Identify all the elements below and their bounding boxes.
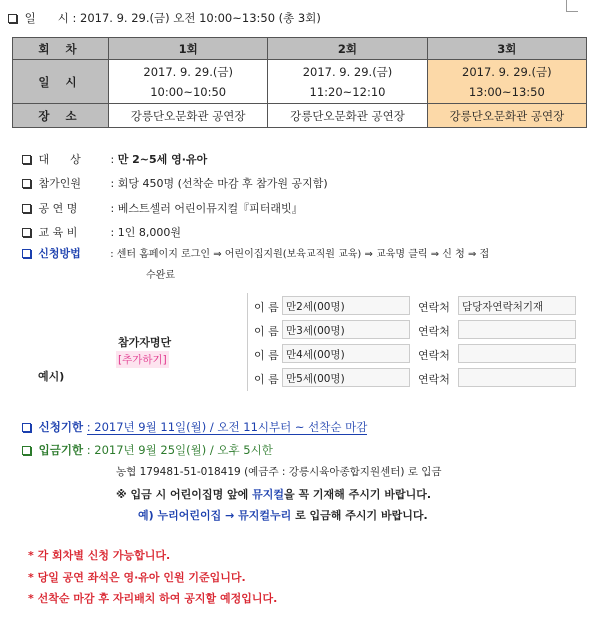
payment-note [116,486,431,502]
session-2-time: 11:20~12:10 [309,84,386,99]
name-field-3[interactable]: 만4세(00명) [282,344,410,363]
method-label: 신청방법 [38,247,81,260]
example-label: 예시) [38,370,65,383]
session-1-datetime [109,60,268,104]
participants-label: 참가인원 [38,177,82,190]
contact-label: 연락처 [418,301,450,314]
session-1-place: 강릉단오문화관 공연장 [109,104,268,128]
name-label: 이 름 [254,373,279,386]
checkbox-bullet-icon [22,249,31,258]
schedule-table [12,37,587,128]
contact-label: 연락처 [418,373,450,386]
participants-value: 회당 450명 (선착순 마감 후 참가원 공지함) [117,177,328,190]
target-label: 대 상 [38,153,81,166]
payment-note-prefix: ※ 입금 시 어린이집명 앞에 [116,488,253,501]
deadline-value: : 2017년 9월 11일(월) / 오전 11시부터 ~ 선착순 마감 [86,420,368,434]
table-row [13,38,587,60]
name-label: 이 름 [254,325,279,338]
checkbox-bullet-icon [22,179,31,188]
contact-field-4[interactable] [458,368,576,387]
show-row: 공 연 명 : 베스트셀러 어린이뮤지컬『피터래빗』 [22,200,303,216]
event-datetime-value: : 2017. 9. 29.(금) 오전 10:00~13:50 (총 3회) [72,11,321,25]
contact-field-3[interactable] [458,344,576,363]
payment-example [138,507,428,523]
name-field-1[interactable]: 만2세(00명) [282,296,410,315]
session-3-datetime [427,60,586,104]
checkbox-bullet-icon [22,155,31,164]
contact-label: 연락처 [418,325,450,338]
session-1-date: 2017. 9. 29.(금) [143,64,233,79]
session-3-name: 3회 [427,38,586,60]
target-row: 대 상 : 만 2~5세 영·유아 [22,151,207,167]
session-header: 회 차 [13,38,109,60]
checkbox-bullet-icon [22,228,31,237]
method-line-1: : 센터 홈페이지 로그인 ⇒ 어린이집지원(보육교직원 교육) ⇒ 교육명 클릭 ⇒ 신 청 ⇒ 접 [110,249,490,260]
fee-value: 1인 8,000원 [117,226,181,239]
table-row [13,60,587,104]
payment-account: 농협 179481-51-018419 (예금주 : 강릉시육아종합지원센터) 로 입금 [116,466,442,478]
payment-label: 입금기한 [38,443,84,457]
payment-example-blue: 예) 누리어린이집 → 뮤지컬누리 [138,509,292,522]
session-3-date: 2017. 9. 29.(금) [462,64,552,79]
name-field-2[interactable]: 만3세(00명) [282,320,410,339]
checkbox-bullet-icon [22,446,31,455]
name-label: 이 름 [254,301,279,314]
participant-list-title: 참가자명단 [118,336,172,349]
session-2-place: 강릉단오문화관 공연장 [268,104,427,128]
checkbox-bullet-icon [8,14,17,23]
event-datetime-label: 일 시 [24,11,69,25]
event-datetime-line [8,10,321,26]
payment-example-rest: 로 입금해 주시기 바랍니다. [291,509,428,522]
deadline-row [22,419,367,435]
page-corner-mark [566,0,578,12]
payment-note-highlight: 뮤지컬 [252,488,284,501]
session-3-time: 13:00~13:50 [468,84,545,99]
show-label: 공 연 명 [38,202,78,215]
session-2-name: 2회 [268,38,427,60]
session-3-place: 강릉단오문화관 공연장 [427,104,586,128]
checkbox-bullet-icon [22,204,31,213]
contact-label: 연락처 [418,349,450,362]
session-1-name: 1회 [109,38,268,60]
session-2-datetime [268,60,427,104]
session-1-time: 10:00~10:50 [150,84,227,99]
place-header: 장 소 [13,104,109,128]
notice-2: * 당일 공연 좌석은 영·유아 인원 기준입니다. [28,571,246,584]
payment-value: : 2017년 9월 25일(월) / 오후 5시한 [86,443,273,457]
contact-field-2[interactable] [458,320,576,339]
fee-row: 교 육 비 : 1인 8,000원 [22,224,181,240]
add-participant-button[interactable]: [추가하기] [116,351,169,368]
session-2-date: 2017. 9. 29.(금) [302,64,393,79]
method-line-2: 수완료 [146,270,175,281]
method-row [22,245,489,261]
notice-1: * 각 회차별 신청 가능합니다. [28,549,171,562]
participants-row: 참가인원 : 회당 450명 (선착순 마감 후 참가원 공지함) [22,175,328,191]
datetime-header: 일 시 [13,60,109,104]
table-row [13,104,587,128]
show-value: 베스트셀러 어린이뮤지컬『피터래빗』 [117,202,303,215]
target-value: 만 2~5세 영·유아 [117,153,208,166]
name-field-4[interactable]: 만5세(00명) [282,368,410,387]
payment-note-suffix: 을 꼭 기재해 주시기 바랍니다. [284,488,432,501]
payment-row [22,442,273,458]
checkbox-bullet-icon [22,423,31,432]
notice-3: * 선착순 마감 후 자리배치 하여 공지할 예정입니다. [28,592,278,605]
contact-field-1[interactable]: 담당자연락처기재 [458,296,576,315]
deadline-label: 신청기한 [38,420,84,434]
name-label: 이 름 [254,349,279,362]
fee-label: 교 육 비 [38,226,78,239]
